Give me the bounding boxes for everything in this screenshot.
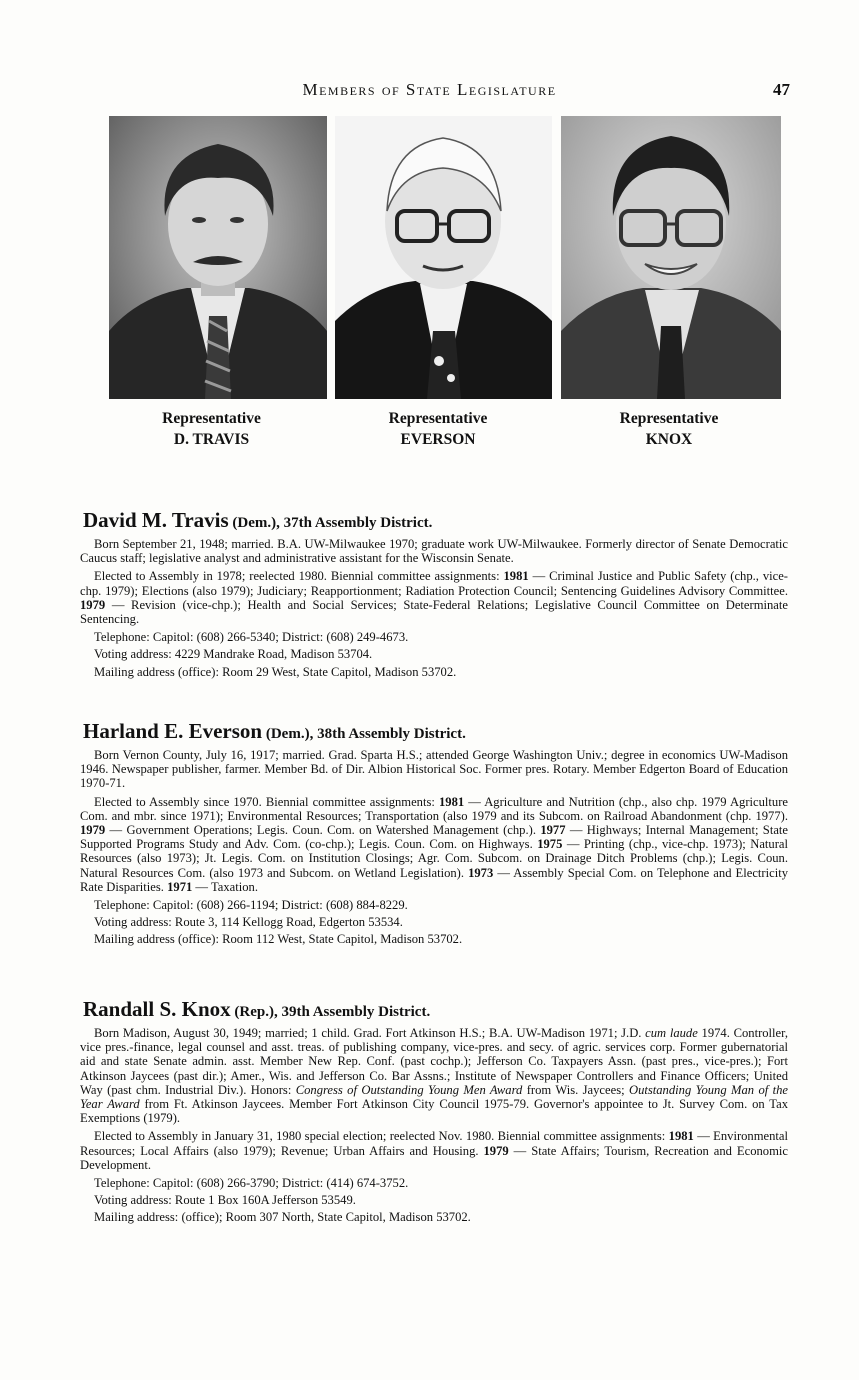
member-entry-travis: [80, 508, 788, 682]
portrait-photo-travis: [109, 116, 327, 399]
member-heading: [83, 508, 788, 533]
member-voting-address: Voting address: Route 3, 114 Kellogg Road, Edgerton 53534.: [94, 915, 403, 930]
caption-title: Representative: [162, 410, 261, 427]
caption-name: EVERSON: [400, 431, 476, 448]
member-telephone: Telephone: Capitol: (608) 266-1194; District: (608) 884-8229.: [94, 898, 408, 913]
caption-name: D. TRAVIS: [173, 431, 250, 448]
member-name: David M. Travis: [83, 508, 229, 532]
member-voting-address: Voting address: 4229 Mandrake Road, Madison 53704.: [94, 647, 373, 662]
portrait-photo-everson: [335, 116, 552, 399]
portrait-caption-knox: [567, 408, 771, 450]
portrait-photo-knox: [561, 116, 781, 399]
member-mailing-address: Mailing address (office): Room 29 West, State Capitol, Madison 53702.: [94, 664, 457, 679]
caption-title: Representative: [619, 410, 719, 427]
member-telephone: Telephone: Capitol: (608) 266-5340; District: (608) 249-4673.: [94, 630, 409, 645]
member-affiliation: (Dem.), 38th Assembly District.: [265, 726, 466, 742]
member-committees: Elected to Assembly in 1978; reelected 1980. Biennial committee assignments: 1981 — Criminal Justice and Public Safety (chp., vice-chp. 1979); Elections (also 1979); Judiciary; Reapportionment; Radiation Protection Council; Sentencing Guidelines Advisory Committee. 1979 — Revision (vice-chp.); Health and Social Services; State-Federal Relations; Legislative Council Committee on Determinate Sentencing.: [80, 569, 789, 627]
member-entry-everson: [80, 719, 788, 950]
page-header-title: Members of State Legislature: [302, 80, 557, 99]
member-entry-knox: [80, 997, 788, 1228]
member-voting-address: Voting address: Route 1 Box 160A Jefferson 53549.: [94, 1193, 356, 1208]
portrait-caption-everson: [336, 408, 540, 450]
member-bio: Born September 21, 1948; married. B.A. UW-Milwaukee 1970; graduate work UW-Milwaukee. Formerly director of Senate Democratic Caucus staff; legislative analyst and administrative assistant for the Wisconsin Senate.: [80, 537, 788, 566]
member-heading: [83, 997, 788, 1022]
member-mailing-address: Mailing address (office): Room 112 West, State Capitol, Madison 53702.: [94, 932, 463, 947]
caption-title: Representative: [388, 410, 488, 427]
member-committees: Elected to Assembly since 1970. Biennial committee assignments: 1981 — Agriculture and Nutrition (chp., also chp. 1979 Agriculture Com. and mbr. since 1971); Environmental Resources; Transportation (also 1979 and its Subcom. on Railroad Abandonment (chp. 1977). 1979 — Government Operations; Legis. Coun. Com. on Watershed Management (chp.). 1977 — Highways; Internal Management; State Supported Programs Study and Adv. Com. (co-chp.); Legis. Coun. Com. on Highways. 1975 — Printing (chp., vice-chp. 1973); Natural Resources (also 1973); Jt. Legis. Com. on Institution Closings; Agr. Com. Subcom. on Drainage Ditch Problems (chp.); Legis. Coun. Natural Resources Com. (also 1973 and Subcom. on Wetland Legislation). 1973 — Assembly Special Com. on Telephone and Electricity Rate Disparities. 1971 — Taxation.: [80, 794, 789, 894]
member-bio: Born Madison, August 30, 1949; married; 1 child. Grad. Fort Atkinson H.S.; B.A. UW-Madison 1971; J.D. cum laude 1974. Controller, vice pres.-finance, legal counsel and asst. treas. of publishing company, vice-pres. and secy. of agric. services corp. Former gubernatorial aid and state Senate admin. asst. Member New Rep. Conf. (past cochp.); Jefferson Co. Taxpayers Assn. (past pres., vice-pres.); Fort Atkinson Jaycees (past dir.); Amer., Wis. and Jefferson Co. Bar Assns.; Institute of Newspaper Controllers and Finance Officers; United Way (past chm. Industrial Div.). Honors: Congress of Outstanding Young Men Award from Wis. Jaycees; Outstanding Young Man of the Year Award from Ft. Atkinson Jaycees. Member Fort Atkinson City Council 1975-79. Governor's appointee to Jt. Survey Com. on Tax Exemptions (1979).: [80, 1026, 789, 1126]
page-number: 47: [773, 80, 790, 99]
member-bio: Born Vernon County, July 16, 1917; married. Grad. Sparta H.S.; attended George Washington Univ.; degree in economics UW-Madison 1946. Newspaper publisher, farmer. Member Bd. of Dir. Albion Historical Soc. Former pres. Rotary. Member Edgerton Board of Education 1970-71.: [80, 748, 788, 791]
member-affiliation: (Rep.), 39th Assembly District.: [234, 1004, 431, 1020]
caption-name: KNOX: [645, 431, 693, 448]
member-name: Harland E. Everson: [83, 719, 263, 743]
member-telephone: Telephone: Capitol: (608) 266-3790; District: (414) 674-3752.: [94, 1176, 409, 1191]
member-name: Randall S. Knox: [83, 997, 231, 1021]
portrait-caption-travis: [109, 408, 314, 450]
member-heading: [83, 719, 788, 744]
member-committees: Elected to Assembly in January 31, 1980 special election; reelected Nov. 1980. Biennial committee assignments: 1981 — Environmental Resources; Local Affairs (also 1979); Revenue; Urban Affairs and Housing. 1979 — State Affairs; Tourism, Recreation and Economic Development.: [80, 1129, 788, 1172]
member-affiliation: (Dem.), 37th Assembly District.: [232, 515, 433, 531]
member-mailing-address: Mailing address: (office); Room 307 North, State Capitol, Madison 53702.: [94, 1210, 471, 1225]
